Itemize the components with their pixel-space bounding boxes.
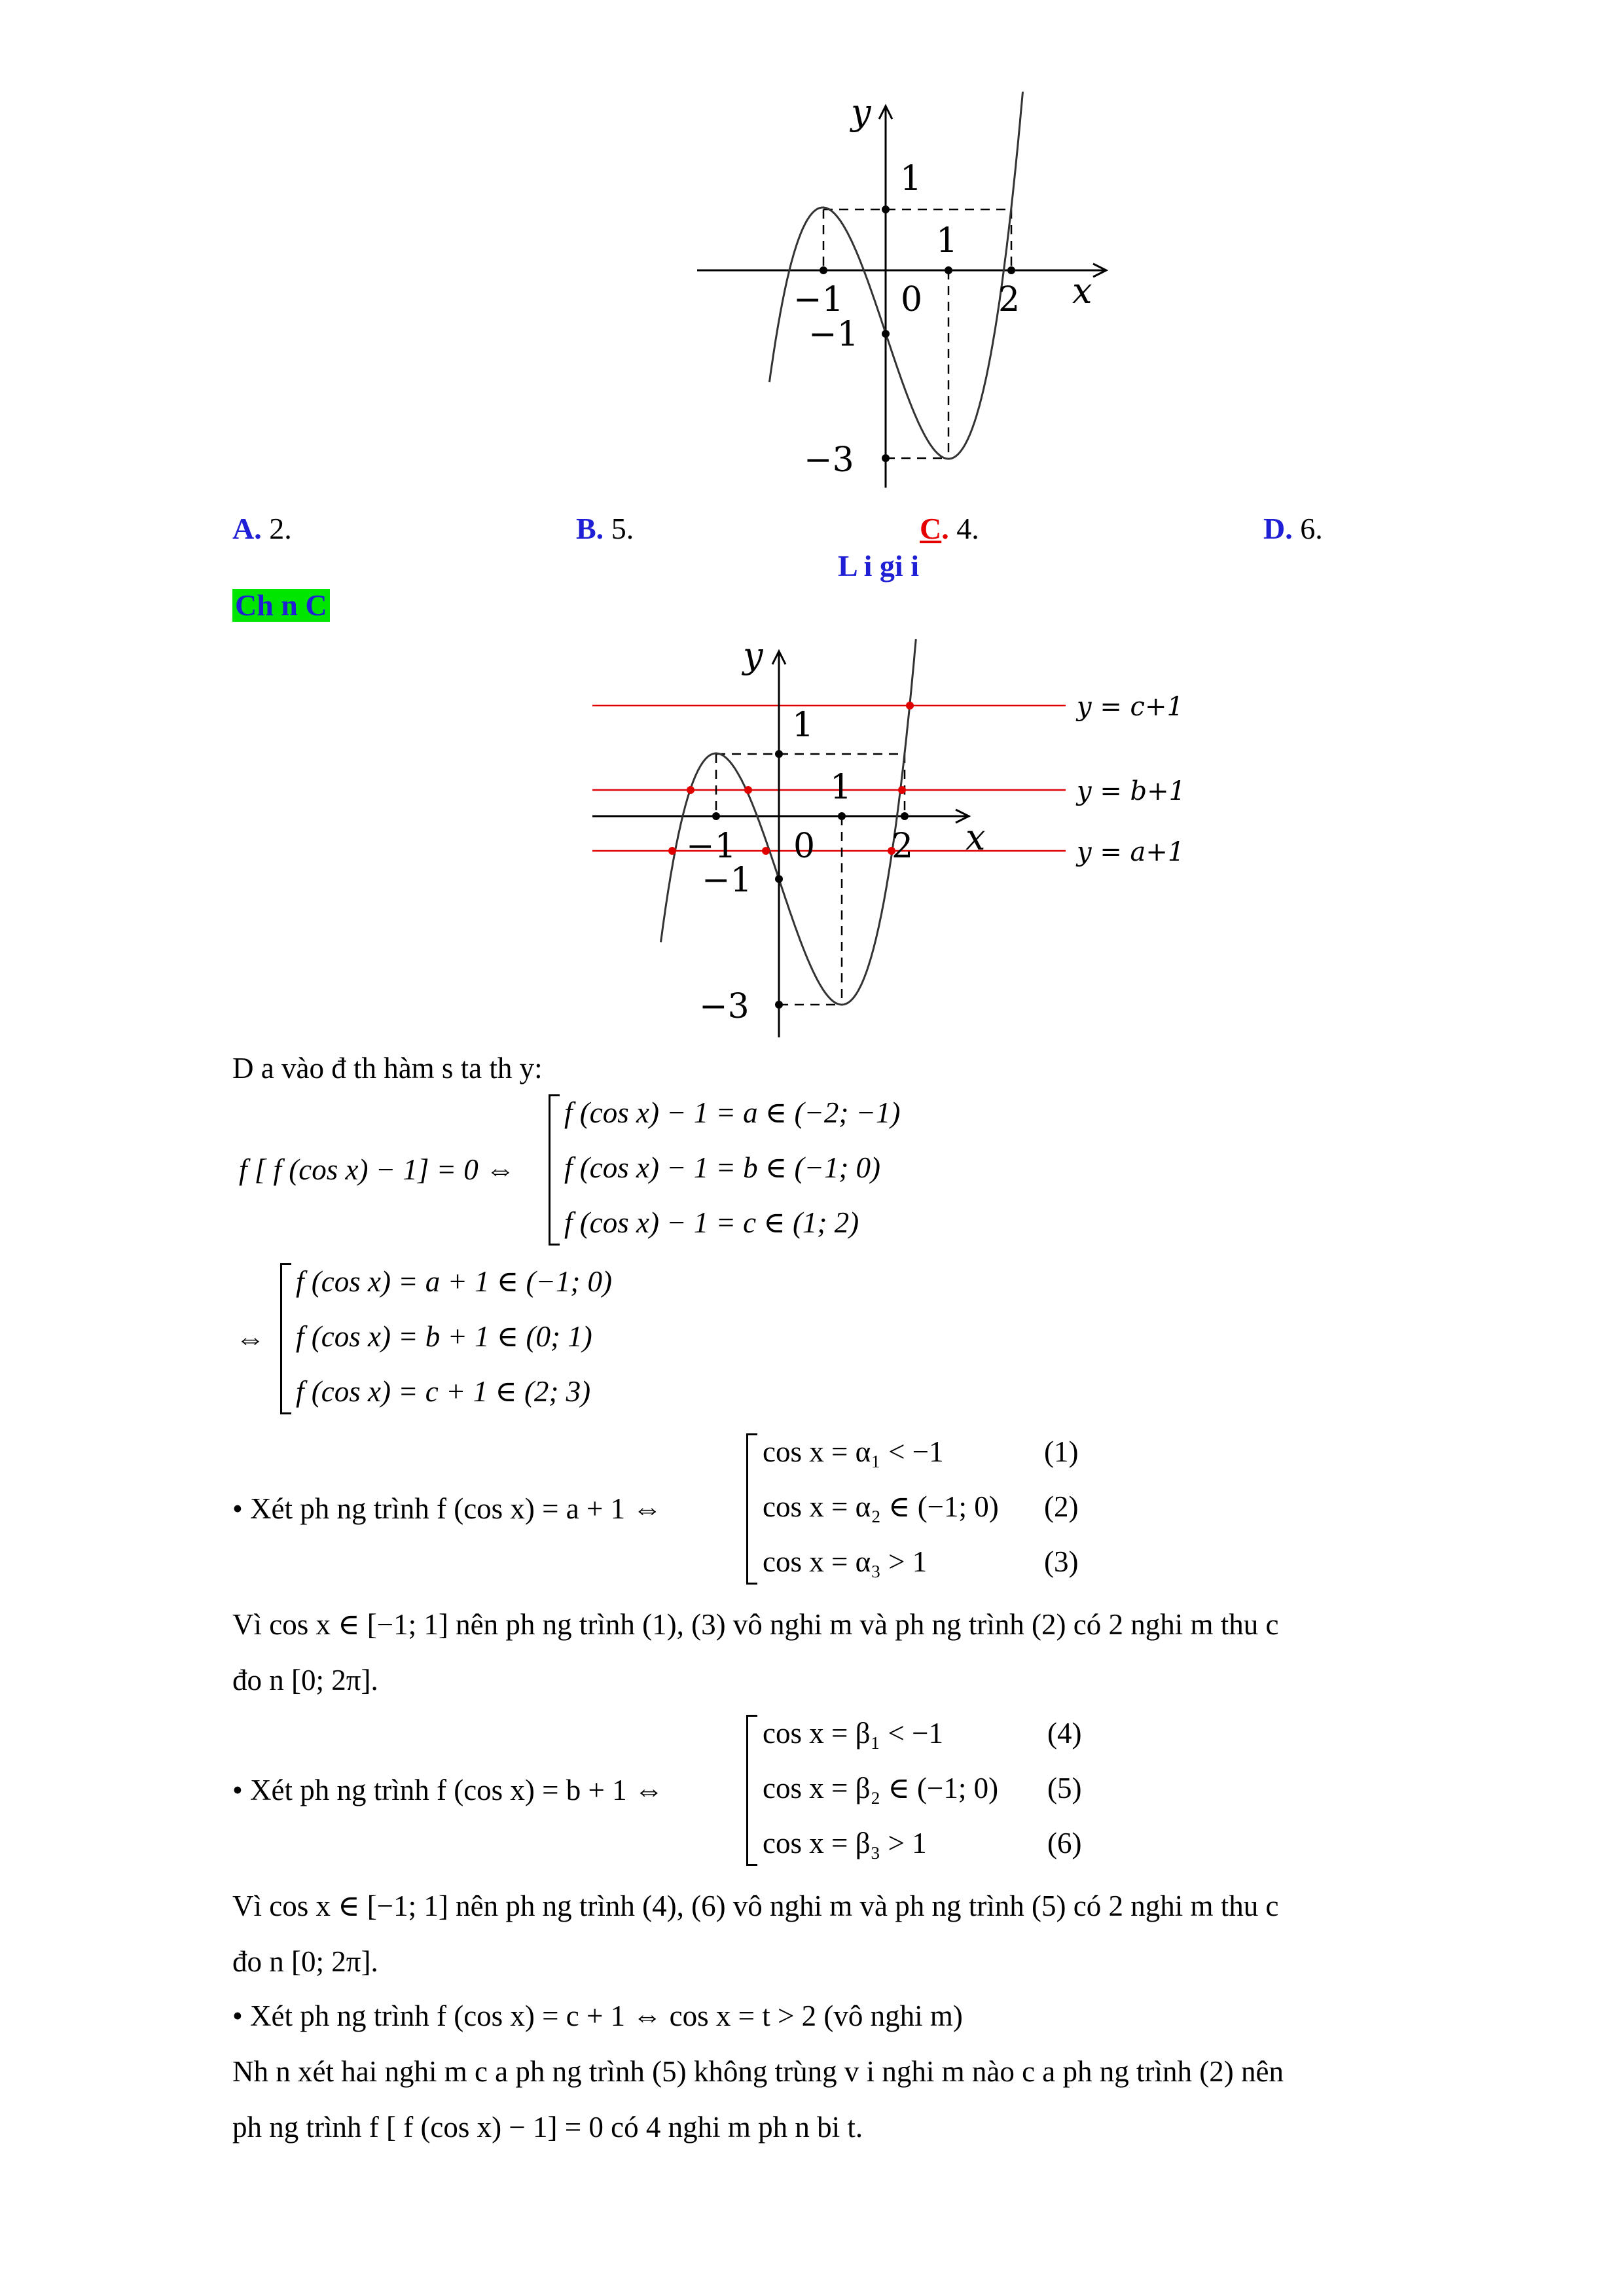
graph-1 (694, 92, 1165, 497)
svg-text:2: 2 (892, 827, 914, 866)
eq2-left: ⇔ (236, 1322, 265, 1355)
svg-text:y = a+1: y = a+1 (1077, 837, 1185, 867)
svg-text:−1: −1 (702, 861, 752, 900)
svg-text:−1: −1 (808, 315, 859, 354)
vi1-line2: đo n [0; 2π]. (232, 1664, 378, 1696)
vi2-line2: đo n [0; 2π]. (232, 1945, 378, 1978)
xet2-left: • Xét ph ng trình f (cos x) = b + 1 ⇔ (232, 1774, 664, 1806)
svg-text:−1: −1 (793, 280, 844, 319)
svg-text:x: x (965, 817, 986, 858)
intro-line: D a vào đ th hàm s ta th y: (232, 1052, 543, 1085)
xet3-line: • Xét ph ng trình f (cos x) = c + 1 ⇔ cos x = t > 2 (vô nghi m) (232, 2000, 963, 2032)
svg-text:0: 0 (793, 827, 816, 866)
svg-text:2: 2 (998, 280, 1020, 319)
solution-title: L i gi i (838, 549, 919, 583)
graph-2 (583, 628, 1198, 1047)
svg-text:1: 1 (900, 159, 922, 198)
nhan-line2: ph ng trình f [ f (cos x) − 1] = 0 có 4 nghi m ph n bi t. (232, 2111, 863, 2144)
answer-b[interactable]: B. 5. (576, 512, 634, 545)
svg-text:y = c+1: y = c+1 (1077, 692, 1183, 722)
answer-d[interactable]: D. 6. (1263, 512, 1323, 545)
y-label: y (851, 92, 871, 133)
nhan-line1: Nh n xét hai nghi m c a ph ng trình (5) không trùng v i nghi m nào c a ph ng trình (2) nên (232, 2055, 1284, 2088)
xet1-left: • Xét ph ng trình f (cos x) = a + 1 ⇔ (232, 1492, 662, 1525)
svg-text:1: 1 (792, 706, 814, 745)
svg-text:−1: −1 (686, 827, 736, 866)
answer-a[interactable]: A. 2. (232, 512, 292, 545)
svg-text:y: y (743, 635, 763, 676)
svg-text:1: 1 (830, 768, 852, 807)
vi1-line1: Vì cos x ∈ [−1; 1] nên ph ng trình (1), (3) vô nghi m và ph ng trình (2) có 2 nghi m thu c (232, 1608, 1279, 1641)
svg-text:−3: −3 (699, 987, 749, 1026)
answer-c[interactable]: C. 4. (920, 512, 979, 545)
x-label: x (1072, 270, 1092, 312)
cubic-curve (769, 92, 1024, 459)
svg-text:−3: −3 (804, 440, 854, 480)
svg-text:1: 1 (936, 221, 958, 260)
svg-text:y = b+1: y = b+1 (1077, 776, 1186, 806)
svg-text:0: 0 (901, 280, 923, 319)
chosen-answer: Ch n C (232, 589, 330, 622)
vi2-line1: Vì cos x ∈ [−1; 1] nên ph ng trình (4), (6) vô nghi m và ph ng trình (5) có 2 nghi m thu c (232, 1890, 1279, 1922)
eq1-left: f [ f (cos x) − 1] = 0 ⇔ (239, 1153, 515, 1186)
